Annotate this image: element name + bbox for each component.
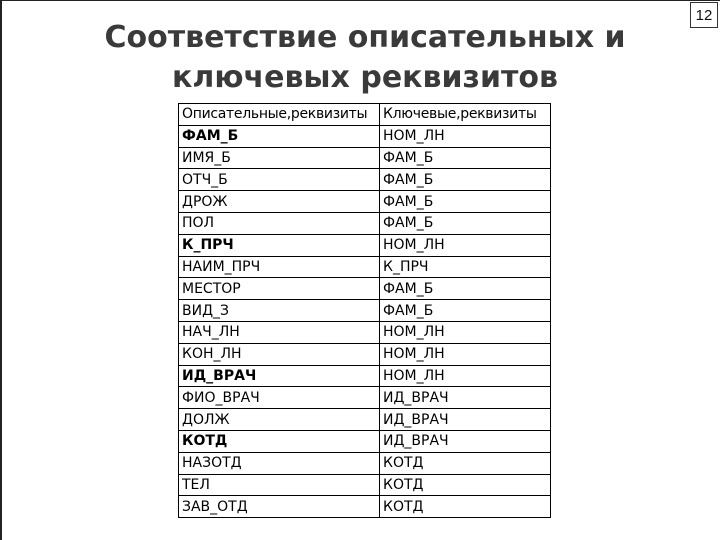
descriptive-requisite-cell: ДОЛЖ <box>179 409 380 431</box>
descriptive-requisite-cell: ПОЛ <box>179 212 380 234</box>
column-header-key: Ключевые,реквизиты <box>380 104 551 126</box>
key-requisite-cell: ФАМ_Б <box>380 278 551 300</box>
descriptive-requisite-cell: ДРОЖ <box>179 191 380 213</box>
table-row <box>179 278 551 300</box>
key-requisite-cell: КОТД <box>380 474 551 496</box>
descriptive-requisite-cell: НАЧ_ЛН <box>179 321 380 343</box>
descriptive-requisite-cell: К_ПРЧ <box>179 234 380 256</box>
slide-title <box>70 18 660 98</box>
table-row <box>179 365 551 387</box>
descriptive-requisite-cell: ИД_ВРАЧ <box>179 365 380 387</box>
key-requisite-cell: КОТД <box>380 452 551 474</box>
table-row <box>179 300 551 322</box>
table-row <box>179 343 551 365</box>
column-header-descriptive: Описательные,реквизиты <box>179 104 380 126</box>
descriptive-requisite-cell: КОН_ЛН <box>179 343 380 365</box>
requisites-table <box>178 103 551 518</box>
table-row <box>179 321 551 343</box>
key-requisite-cell: НОМ_ЛН <box>380 125 551 147</box>
key-requisite-cell: ИД_ВРАЧ <box>380 409 551 431</box>
key-requisite-cell: К_ПРЧ <box>380 256 551 278</box>
slide-title-line-2: ключевых реквизитов <box>172 60 558 95</box>
key-requisite-cell: ФАМ_Б <box>380 147 551 169</box>
descriptive-requisite-cell: ФАМ_Б <box>179 125 380 147</box>
key-requisite-cell: НОМ_ЛН <box>380 321 551 343</box>
key-requisite-cell: ИД_ВРАЧ <box>380 430 551 452</box>
table-header-row <box>179 104 551 126</box>
descriptive-requisite-cell: ФИО_ВРАЧ <box>179 387 380 409</box>
key-requisite-cell: ФАМ_Б <box>380 169 551 191</box>
descriptive-requisite-cell: КОТД <box>179 430 380 452</box>
descriptive-requisite-cell: ОТЧ_Б <box>179 169 380 191</box>
descriptive-requisite-cell: ВИД_З <box>179 300 380 322</box>
table-row <box>179 409 551 431</box>
descriptive-requisite-cell: МЕСТОР <box>179 278 380 300</box>
table-row <box>179 256 551 278</box>
table-row <box>179 191 551 213</box>
descriptive-requisite-cell: ИМЯ_Б <box>179 147 380 169</box>
table-row <box>179 212 551 234</box>
table-row <box>179 474 551 496</box>
descriptive-requisite-cell: ЗАВ_ОТД <box>179 496 380 518</box>
descriptive-requisite-cell: ТЕЛ <box>179 474 380 496</box>
descriptive-requisite-cell: НАИМ_ПРЧ <box>179 256 380 278</box>
table-row <box>179 430 551 452</box>
page-number: 12 <box>690 2 718 28</box>
table-body <box>179 125 551 517</box>
key-requisite-cell: ФАМ_Б <box>380 191 551 213</box>
slide-title-line-1: Соответствие описательных и <box>104 20 626 55</box>
key-requisite-cell: НОМ_ЛН <box>380 365 551 387</box>
table-row <box>179 496 551 518</box>
table-row <box>179 452 551 474</box>
table-row <box>179 234 551 256</box>
table-row <box>179 125 551 147</box>
table-row <box>179 387 551 409</box>
key-requisite-cell: НОМ_ЛН <box>380 234 551 256</box>
descriptive-requisite-cell: НАЗОТД <box>179 452 380 474</box>
key-requisite-cell: ИД_ВРАЧ <box>380 387 551 409</box>
key-requisite-cell: КОТД <box>380 496 551 518</box>
table-row <box>179 147 551 169</box>
key-requisite-cell: ФАМ_Б <box>380 300 551 322</box>
key-requisite-cell: НОМ_ЛН <box>380 343 551 365</box>
table-row <box>179 169 551 191</box>
key-requisite-cell: ФАМ_Б <box>380 212 551 234</box>
